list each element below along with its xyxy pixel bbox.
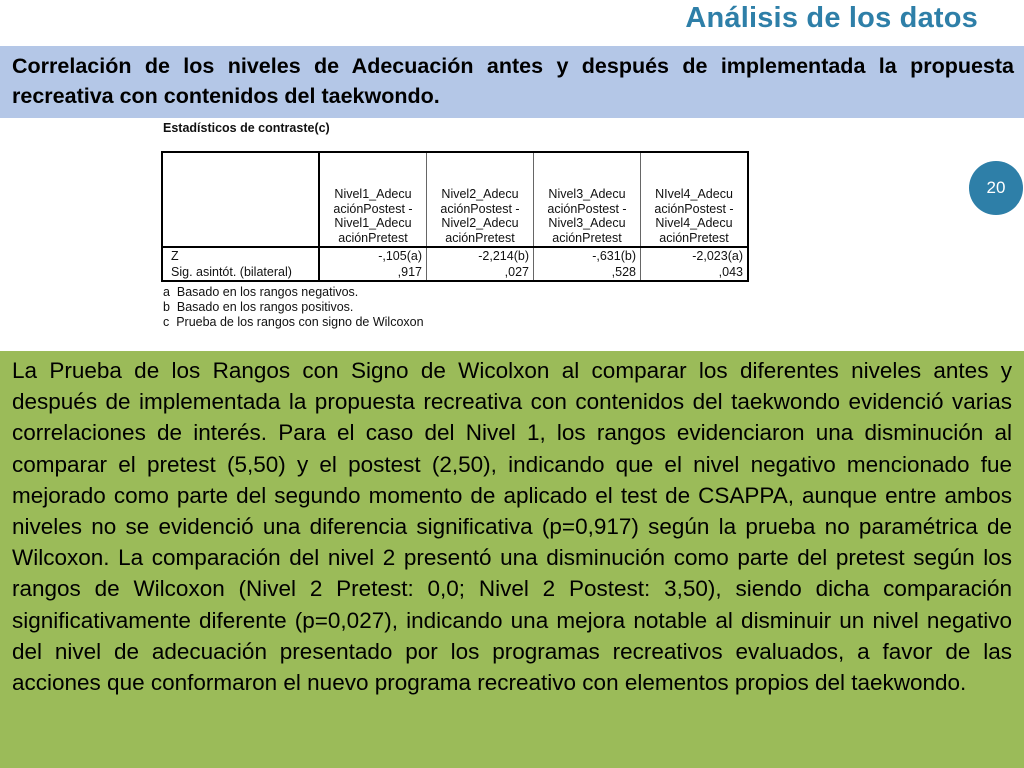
table-cell: -,105(a) — [319, 247, 427, 264]
table-header-row — [162, 152, 748, 247]
table-corner-cell — [162, 152, 319, 247]
column-header-nivel2: Nivel2_Adecu aciónPostest - Nivel2_Adecu aciónPretest — [427, 152, 534, 247]
footnote-b: b Basado en los rangos positivos. — [163, 300, 354, 314]
column-header-nivel3: Nivel3_Adecu aciónPostest - Nivel3_Adecu aciónPretest — [534, 152, 641, 247]
slide-subtitle: Correlación de los niveles de Adecuación antes y después de implementada la propuesta recreativa con contenidos del taekwondo. — [12, 54, 1014, 108]
table-footnotes — [163, 285, 424, 330]
table-cell: ,027 — [427, 264, 534, 281]
table-cell: -2,023(a) — [641, 247, 749, 264]
footnote-c: c Prueba de los rangos con signo de Wilcoxon — [163, 315, 424, 329]
table-cell: -,631(b) — [534, 247, 641, 264]
slide-title: Análisis de los datos — [685, 2, 978, 34]
table-cell: -2,214(b) — [427, 247, 534, 264]
table-row — [162, 264, 748, 281]
row-label-sig: Sig. asintót. (bilateral) — [162, 264, 319, 281]
stats-table-title: Estadísticos de contraste(c) — [163, 121, 330, 135]
footnote-a: a Basado en los rangos negativos. — [163, 285, 359, 299]
body-text-band — [0, 351, 1024, 768]
table-row — [162, 247, 748, 264]
table-cell: ,917 — [319, 264, 427, 281]
column-header-nivel1: Nivel1_Adecu aciónPostest - Nivel1_Adecu aciónPretest — [319, 152, 427, 247]
table-cell: ,043 — [641, 264, 749, 281]
body-paragraph: La Prueba de los Rangos con Signo de Wicolxon al comparar los diferentes niveles antes y después de implementada la propuesta recreativa con contenidos del taekwondo evidenció varias correlaciones de interés. Para el caso del Nivel 1, los rangos evidenciaron una disminución al comparar el pretest (5,50) y el postest (2,50), indicando que el nivel negativo mencionado fue mejorado como parte del segundo momento de aplicado el test de CSAPPA, aunque entre ambos niveles no se evidenció una diferencia significativa (p=0,917) según la prueba no paramétrica de Wilcoxon. La comparación del nivel 2 presentó una disminución como parte del pretest según los rangos de Wilcoxon (Nivel 2 Pretest: 0,0; Nivel 2 Postest: 3,50), siendo dicha comparación significativamente diferente (p=0,027), indicando una mejora notable al disminuir un nivel negativo del nivel de adecuación presentado por los programas recreativos evaluados, a favor de las acciones que conformaron el nuevo programa recreativo con elementos propios del taekwondo. — [12, 358, 1012, 696]
slide-number-badge: 20 — [969, 161, 1023, 215]
row-label-z: Z — [162, 247, 319, 264]
column-header-nivel4: NIvel4_Adecu aciónPostest - Nivel4_Adecu aciónPretest — [641, 152, 749, 247]
subtitle-band — [0, 46, 1024, 118]
table-cell: ,528 — [534, 264, 641, 281]
stats-table — [161, 151, 749, 282]
